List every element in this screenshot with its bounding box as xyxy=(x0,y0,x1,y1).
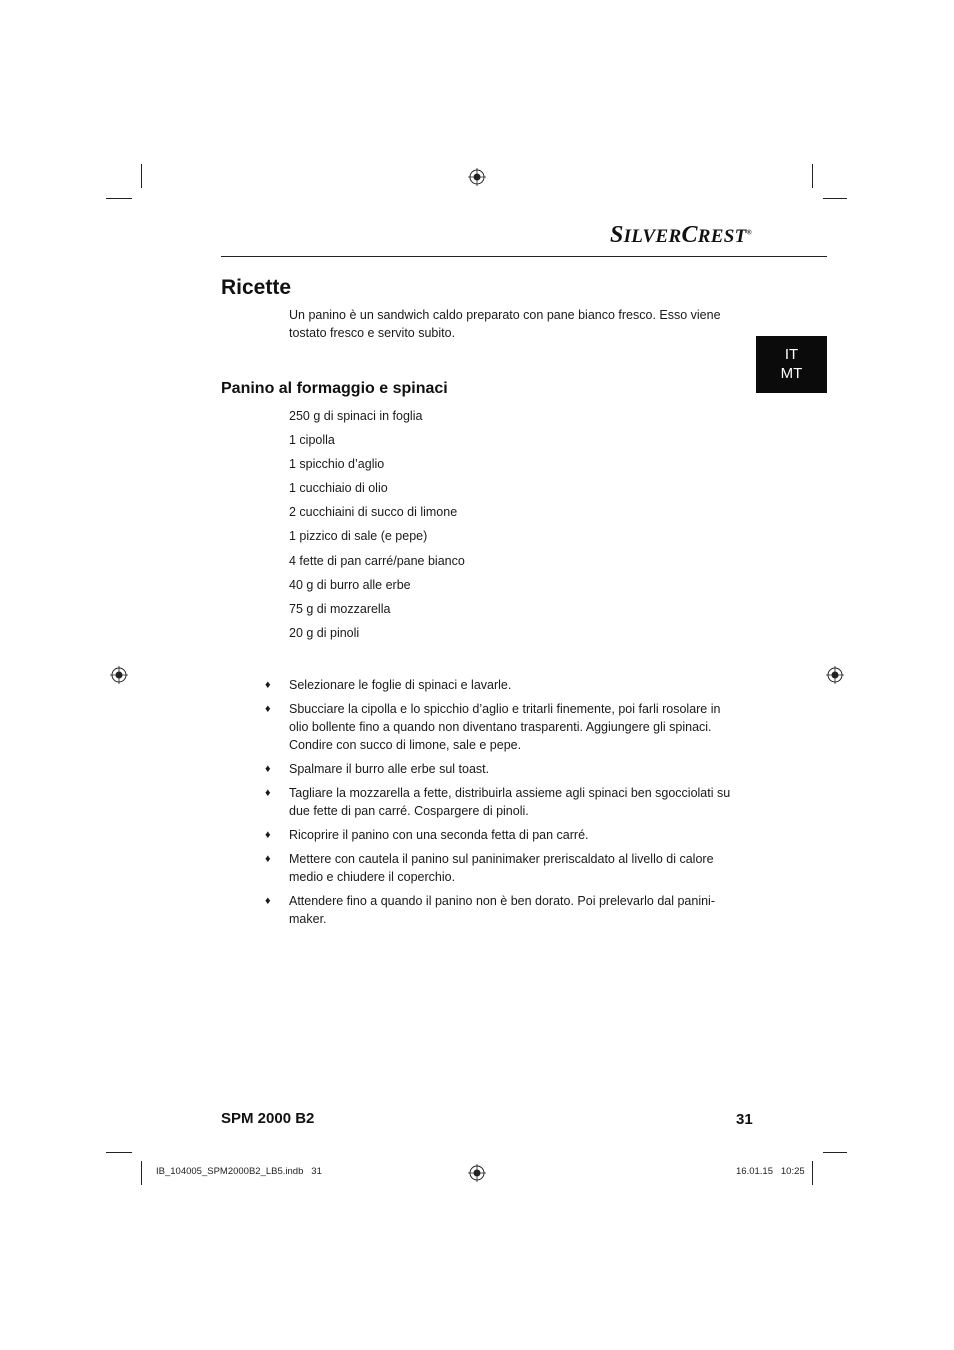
instruction-step xyxy=(265,760,733,778)
model-number: SPM 2000 B2 xyxy=(221,1110,315,1127)
instruction-step xyxy=(265,784,733,820)
instruction-step xyxy=(265,850,733,886)
logo-letter: C xyxy=(681,222,698,248)
crop-mark xyxy=(106,198,132,199)
instruction-step xyxy=(265,700,733,754)
header-rule xyxy=(221,256,827,257)
ingredient-item: 2 cucchiaini di succo di limone xyxy=(289,505,458,520)
ingredient-item: 75 g di mozzarella xyxy=(289,601,391,616)
registered-trademark: ® xyxy=(746,228,752,237)
step-text: Spalmare il burro alle erbe sul toast. xyxy=(289,762,490,776)
page-title: Ricette xyxy=(221,276,292,299)
step-text: Selezionare le foglie di spinaci e lavarle. xyxy=(289,678,512,692)
crop-mark xyxy=(812,164,813,188)
recipe-title: Panino al formaggio e spinaci xyxy=(221,380,448,397)
ingredient-item: 1 cipolla xyxy=(289,433,335,448)
registration-mark-icon xyxy=(468,1164,486,1182)
crop-mark xyxy=(823,1152,847,1153)
step-text: Sbucciare la cipolla e lo spicchio d’aglio e tritarli finemente, poi farli rosolare in olio bollente fino a quando non diventano trasparenti. Aggiungere gli spinaci. Condire con succo di limone, sale e pepe. xyxy=(289,702,721,752)
language-code: MT xyxy=(780,365,803,382)
brand-logo xyxy=(610,222,752,249)
ingredient-item: 1 cucchiaio di olio xyxy=(289,481,388,496)
diamond-bullet-icon: ♦ xyxy=(265,679,271,691)
diamond-bullet-icon: ♦ xyxy=(265,895,271,907)
ingredient-list xyxy=(289,406,465,647)
step-text: Ricoprire il panino con una seconda fetta di pan carré. xyxy=(289,828,589,842)
registration-mark-icon xyxy=(468,168,486,186)
print-slug-datetime: 16.01.15 10:25 xyxy=(736,1166,805,1177)
instruction-step xyxy=(265,676,733,694)
diamond-bullet-icon: ♦ xyxy=(265,763,271,775)
diamond-bullet-icon: ♦ xyxy=(265,703,271,715)
step-text: Attendere fino a quando il panino non è ben dorato. Poi prelevarlo dal panini-maker. xyxy=(289,894,716,926)
instruction-step xyxy=(265,826,733,844)
print-slug-file: IB_104005_SPM2000B2_LB5.indb 31 xyxy=(156,1166,322,1177)
ingredient-item: 20 g di pinoli xyxy=(289,625,360,640)
ingredient-item: 40 g di burro alle erbe xyxy=(289,577,411,592)
instruction-list xyxy=(265,676,733,934)
logo-letter: S xyxy=(609,222,624,248)
diamond-bullet-icon: ♦ xyxy=(265,853,271,865)
intro-paragraph: Un panino è un sandwich caldo preparato con pane bianco fresco. Esso viene tostato fresco e servito subito. xyxy=(289,308,721,340)
ingredient-item: 1 pizzico di sale (e pepe) xyxy=(289,529,428,544)
crop-mark xyxy=(823,198,847,199)
ingredient-item: 250 g di spinaci in foglia xyxy=(289,409,423,423)
language-tab xyxy=(756,336,827,393)
ingredient-item: 4 fette di pan carré/pane bianco xyxy=(289,553,465,568)
diamond-bullet-icon: ♦ xyxy=(265,787,271,799)
crop-mark xyxy=(106,1152,132,1153)
step-text: Mettere con cautela il panino sul paninimaker preriscaldato al livello di calore medio e chiudere il coperchio. xyxy=(289,852,714,884)
diamond-bullet-icon: ♦ xyxy=(265,829,271,841)
crop-mark xyxy=(812,1161,813,1185)
language-code: IT xyxy=(784,346,799,363)
crop-mark xyxy=(141,164,142,188)
registration-mark-icon xyxy=(826,666,844,684)
ingredient-item: 1 spicchio d’aglio xyxy=(289,457,385,472)
step-text: Tagliare la mozzarella a fette, distribuirla assieme agli spinaci ben sgocciolati su due fette di pan carré. Cospargere di pinoli. xyxy=(289,786,731,818)
registration-mark-icon xyxy=(110,666,128,684)
page-number: 31 xyxy=(736,1111,753,1128)
logo-text: REST xyxy=(697,226,747,247)
logo-text: ILVER xyxy=(623,226,682,247)
instruction-step xyxy=(265,892,733,928)
crop-mark xyxy=(141,1161,142,1185)
